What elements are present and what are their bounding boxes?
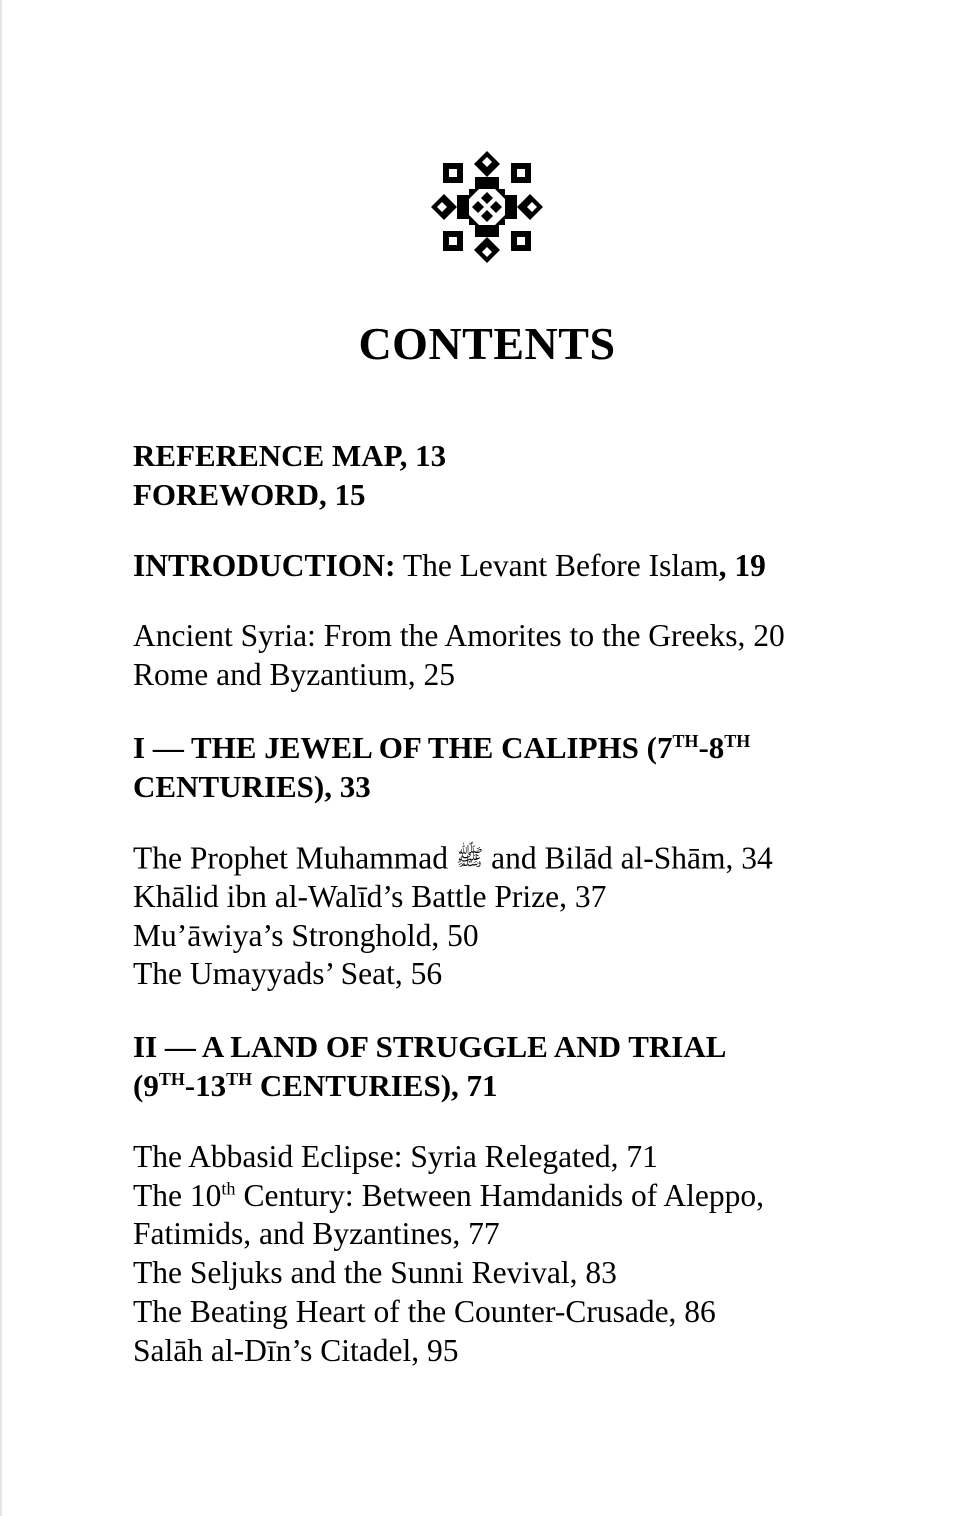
toc-entry-abbasid: The Abbasid Eclipse: Syria Relegated, 71 [133,1138,658,1174]
toc-entry-reference-map: REFERENCE MAP, 13 [133,438,447,473]
toc-entry-10th-century [133,1177,853,1216]
part-2-title-d: CENTURIES), 71 [259,1067,498,1103]
toc-entry-seljuks: The Seljuks and the Sunni Revival, 83 [133,1255,617,1291]
toc-entry-rome-byzantium: Rome and Byzantium, 25 [133,657,455,693]
part-2-sup-a: TH [158,1068,185,1089]
toc-entry-muawiya: Mu’āwiya’s Stronghold, 50 [133,917,479,953]
toc-entry-prophet [133,839,853,878]
toc-entry-salah-al-din: Salāh al-Dīn’s Citadel, 95 [133,1332,459,1368]
part-2-title-c: -13 [184,1067,227,1103]
introduction-label: INTRODUCTION: [133,547,396,583]
prophet-entry-b: and Bilād al-Shām, 34 [491,839,773,875]
toc-entry-khalid: Khālid ibn al-Walīd’s Battle Prize, 37 [133,878,607,914]
introduction-page: , 19 [718,547,766,583]
table-of-contents [133,437,853,1371]
honorific-glyph: ﷺ [455,844,484,870]
part-2-title-a: II — A LAND OF STRUGGLE AND TRIAL [133,1029,727,1065]
prophet-entry-a: The Prophet Muhammad [133,839,448,875]
toc-entry-umayyads: The Umayyads’ Seat, 56 [133,956,443,992]
page-edge [0,0,2,1516]
tenth-century-a: The 10 [133,1177,222,1213]
tenth-century-sup: th [221,1178,236,1199]
part-2-sup-b: TH [226,1068,253,1089]
toc-entry-counter-crusade: The Beating Heart of the Counter-Crusade, 86 [133,1293,716,1329]
star-ornament-icon [431,151,543,263]
part-1-title-a: I — THE JEWEL OF THE CALIPHS (7 [133,729,673,765]
part-1-title-b: -8 [698,729,725,765]
part-1-sup-a: TH [672,730,699,751]
toc-entry-introduction [133,547,853,586]
part-1-heading [133,729,853,807]
part-2-heading [133,1028,853,1106]
part-1-sup-b: TH [724,730,751,751]
part-2-title-b: (9 [133,1067,159,1103]
page-title: CONTENTS [358,318,616,369]
part-1-title-c: CENTURIES), 33 [133,768,371,804]
toc-entry-fatimids: Fatimids, and Byzantines, 77 [133,1216,500,1252]
toc-entry-ancient-syria: Ancient Syria: From the Amorites to the Greeks, 20 [133,618,785,654]
introduction-subtitle: The Levant Before Islam [402,547,719,583]
toc-entry-foreword: FOREWORD, 15 [133,476,366,512]
tenth-century-b: Century: Between Hamdanids of Aleppo, [243,1177,764,1213]
